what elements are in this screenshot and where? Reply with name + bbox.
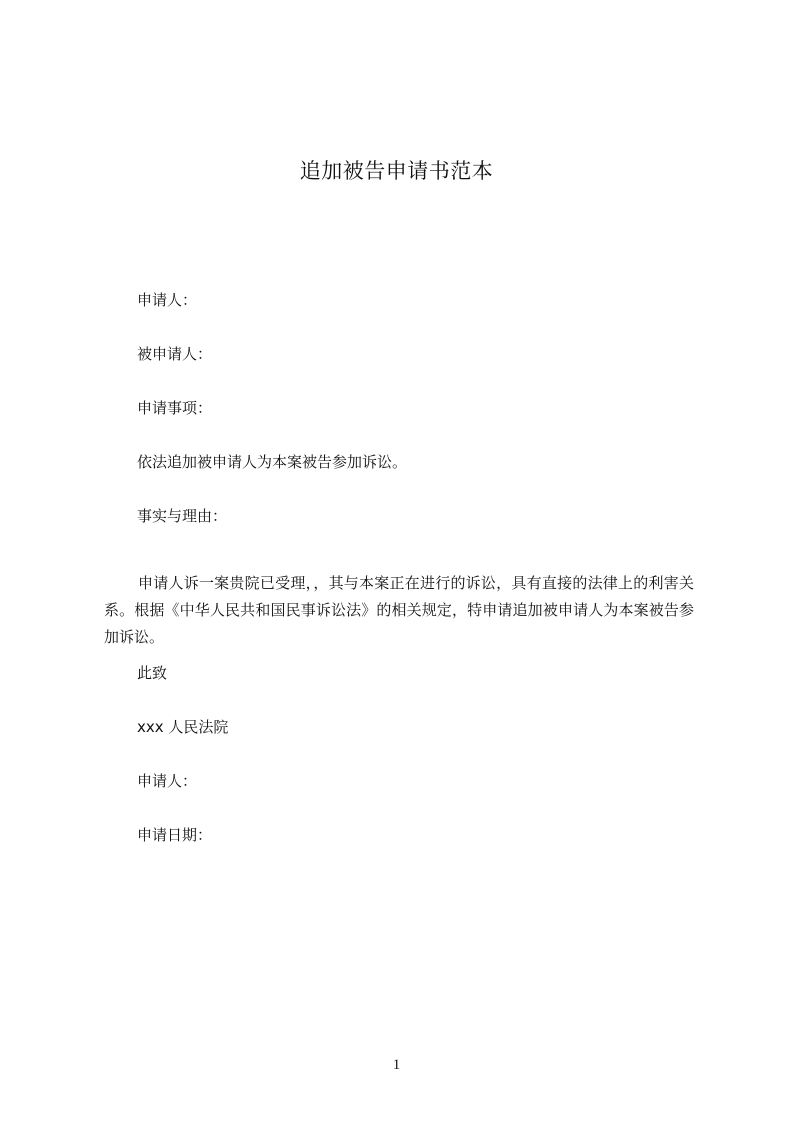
application-matters-label: 申请事项： xyxy=(137,399,213,417)
application-date-label: 申请日期： xyxy=(137,826,213,844)
facts-reasons-paragraph: 申请人诉一案贵院已受理，，其与本案正在进行的诉讼，具有直接的法律上的利害关系。根据《中华人民共和国民事诉讼法》的相关规定，特申请追加被申请人为本案被告参加诉讼。 xyxy=(104,574,694,646)
application-request-text: 依法追加被申请人为本案被告参加诉讼。 xyxy=(137,453,408,471)
salutation-text: 此致 xyxy=(137,664,168,682)
court-name: xxx 人民法院 xyxy=(137,718,229,736)
applicant-label: 申请人： xyxy=(137,291,198,309)
respondent-label: 被申请人： xyxy=(137,345,213,363)
facts-reasons-label: 事实与理由： xyxy=(137,507,228,525)
document-title: 追加被告申请书范本 xyxy=(299,159,494,184)
page-number: 1 xyxy=(392,1057,401,1073)
signature-applicant-label: 申请人： xyxy=(137,772,198,790)
